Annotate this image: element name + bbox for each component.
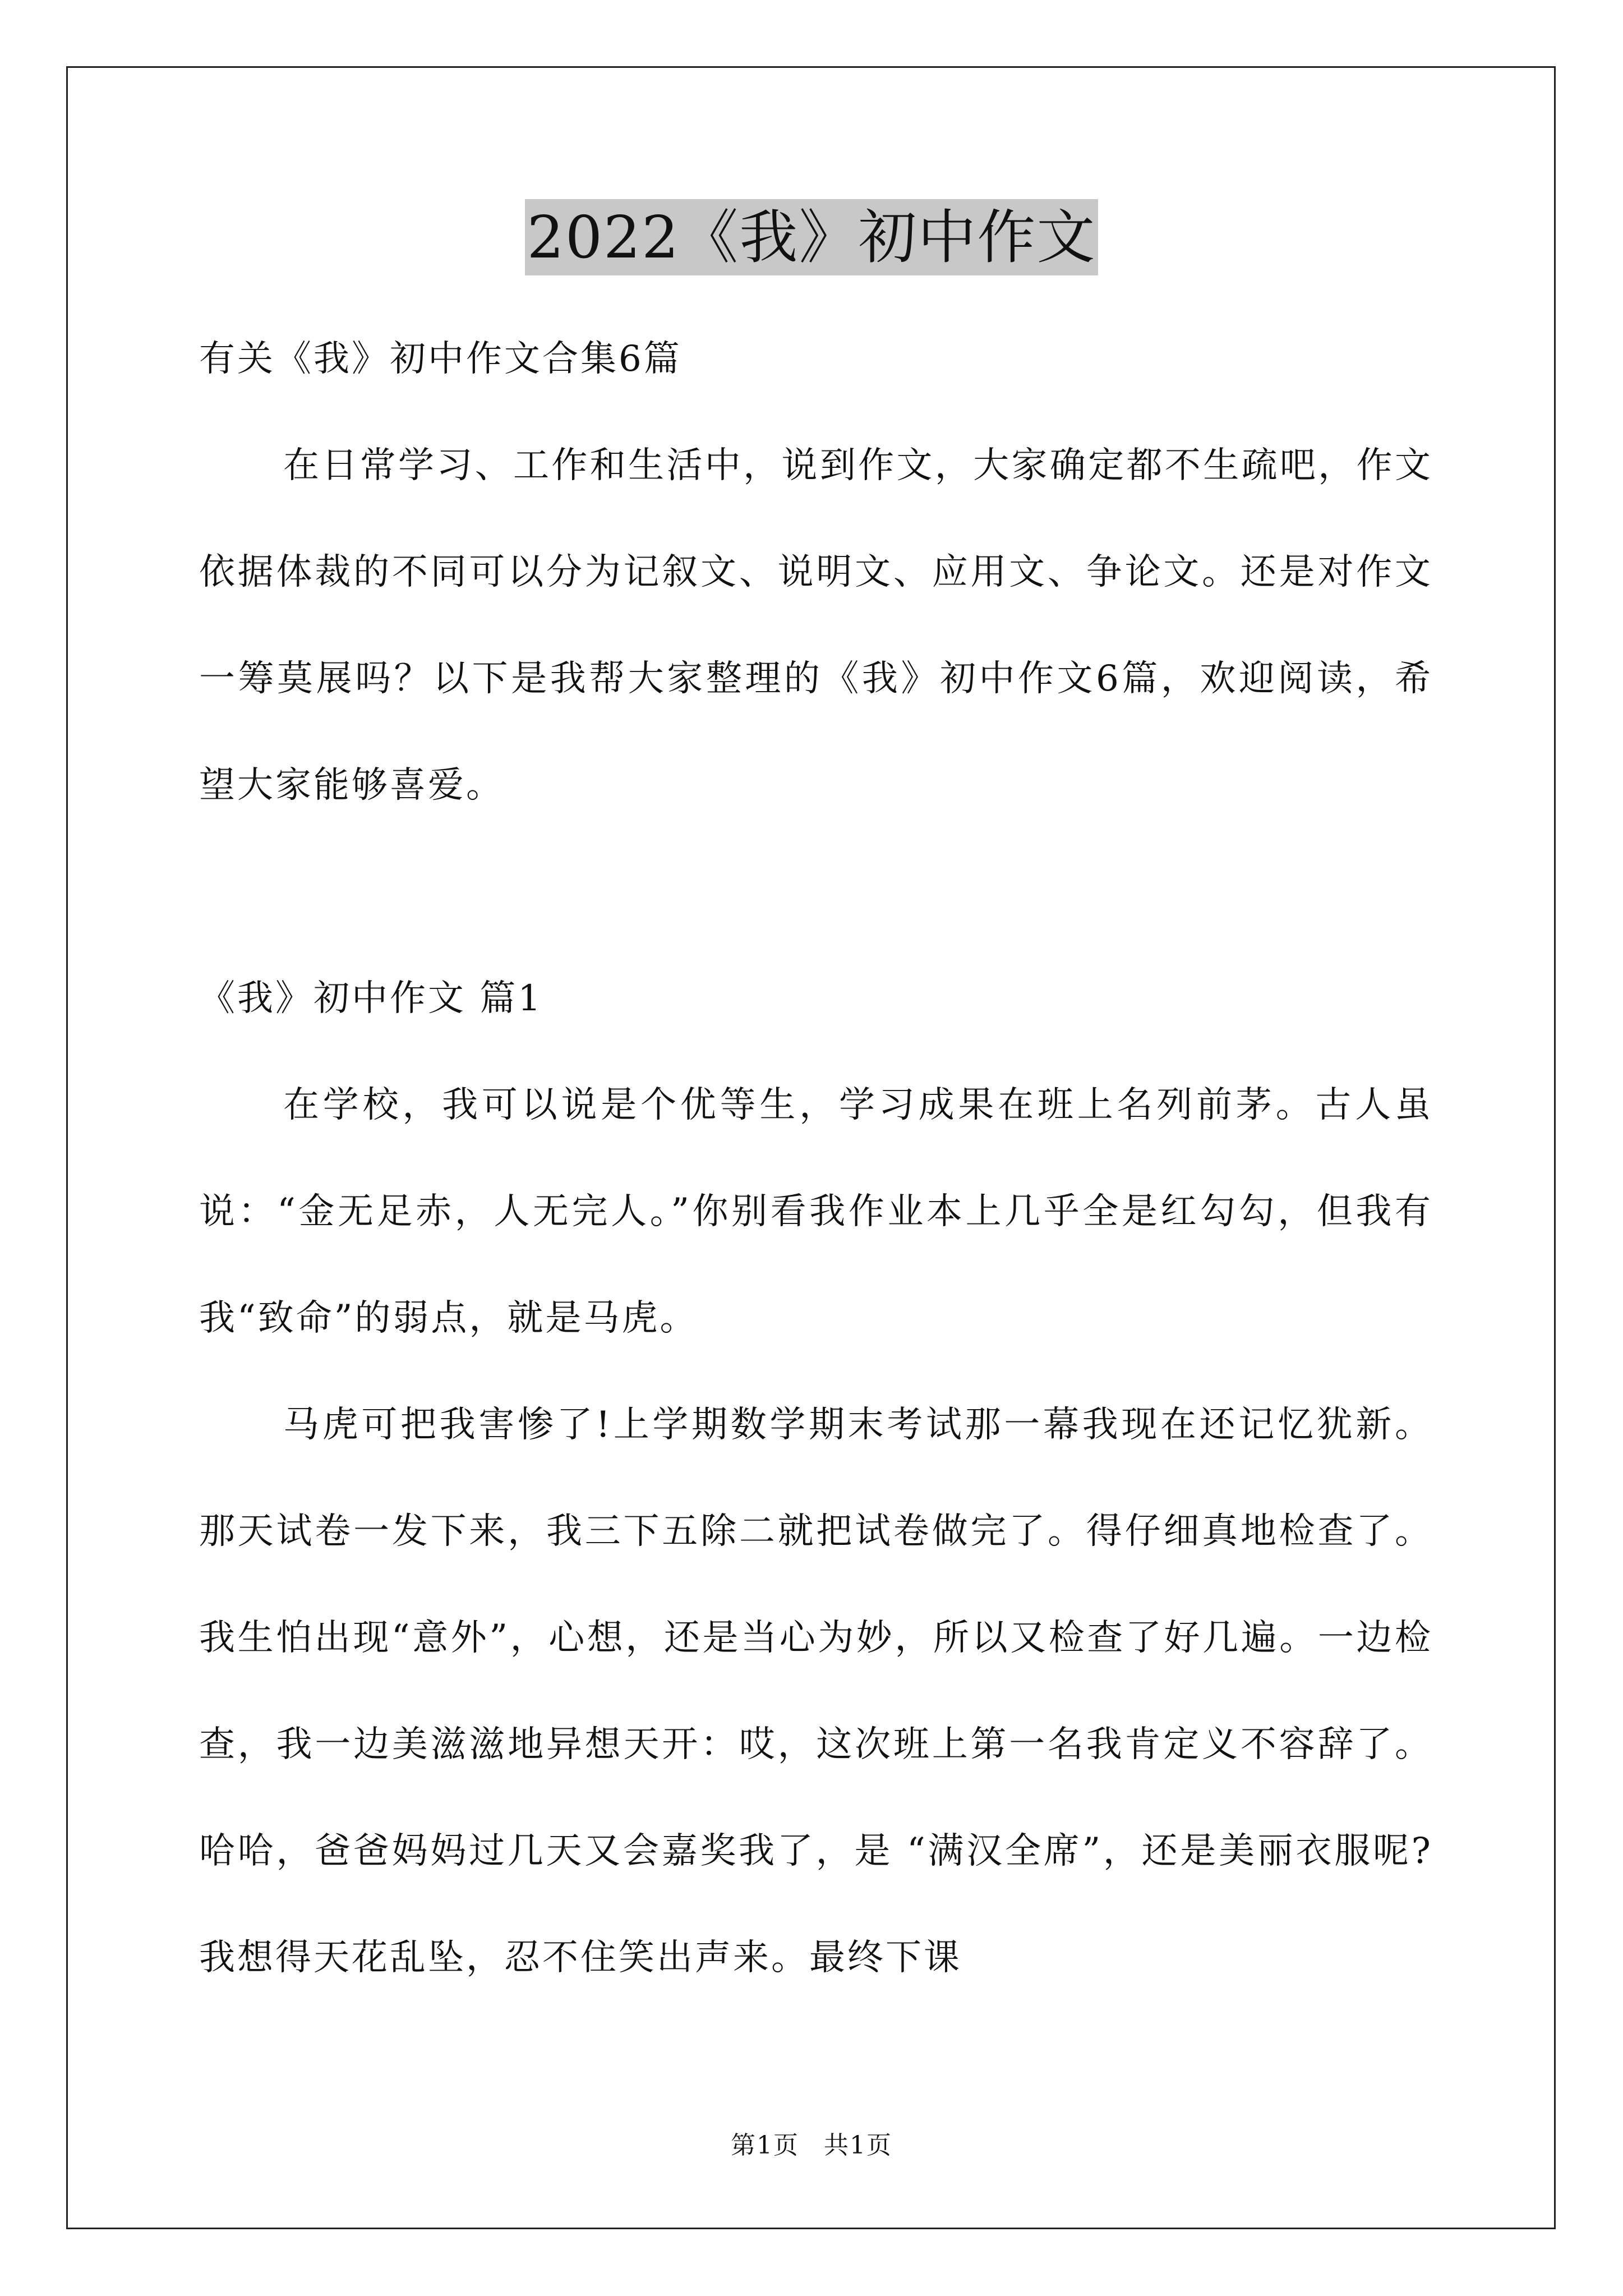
section-heading: 《我》初中作文 篇1 [199, 978, 543, 1019]
intro-paragraph: 在日常学习、工作和生活中，说到作文，大家确定都不生疏吧，作文依据体裁的不同可以分为记叙文、说明文、应用文、争论文。还是对作文一筹莫展吗？以下是我帮大家整理的《我》初中作文6篇，欢迎阅读，希望大家能够喜爱。 [199, 445, 1433, 806]
page-footer [0, 2129, 1623, 2162]
document-title: 2022《我》初中作文 [525, 199, 1099, 275]
section-spacer [199, 839, 1433, 945]
page-total: 共1页 [824, 2131, 892, 2160]
body-paragraph: 马虎可把我害惨了!上学期数学期末考试那一幕我现在还记忆犹新。那天试卷一发下来，我三下五除二就把试卷做完了。得仔细真地检查了。我生怕出现“意外”，心想，还是当心为妙，所以又检查了好几遍。一边检查，我一边美滋滋地异想天开：哎，这次班上第一名我肯定义不容辞了。哈哈，爸爸妈妈过几天又会嘉奖我了，是 “满汉全席”，还是美丽衣服呢?我想得天花乱坠，忍不住笑出声来。最终下课 [199, 1404, 1433, 1978]
document-body [199, 306, 1433, 2011]
body-paragraph: 在学校，我可以说是个优等生，学习成果在班上名列前茅。古人虽说：“金无足赤，人无完人。”你别看我作业本上几乎全是红勾勾，但我有我“致命”的弱点，就是马虎。 [199, 1084, 1433, 1339]
title-container [0, 199, 1623, 275]
document-subtitle: 有关《我》初中作文合集6篇 [199, 338, 682, 380]
page-number: 第1页 [731, 2131, 799, 2160]
